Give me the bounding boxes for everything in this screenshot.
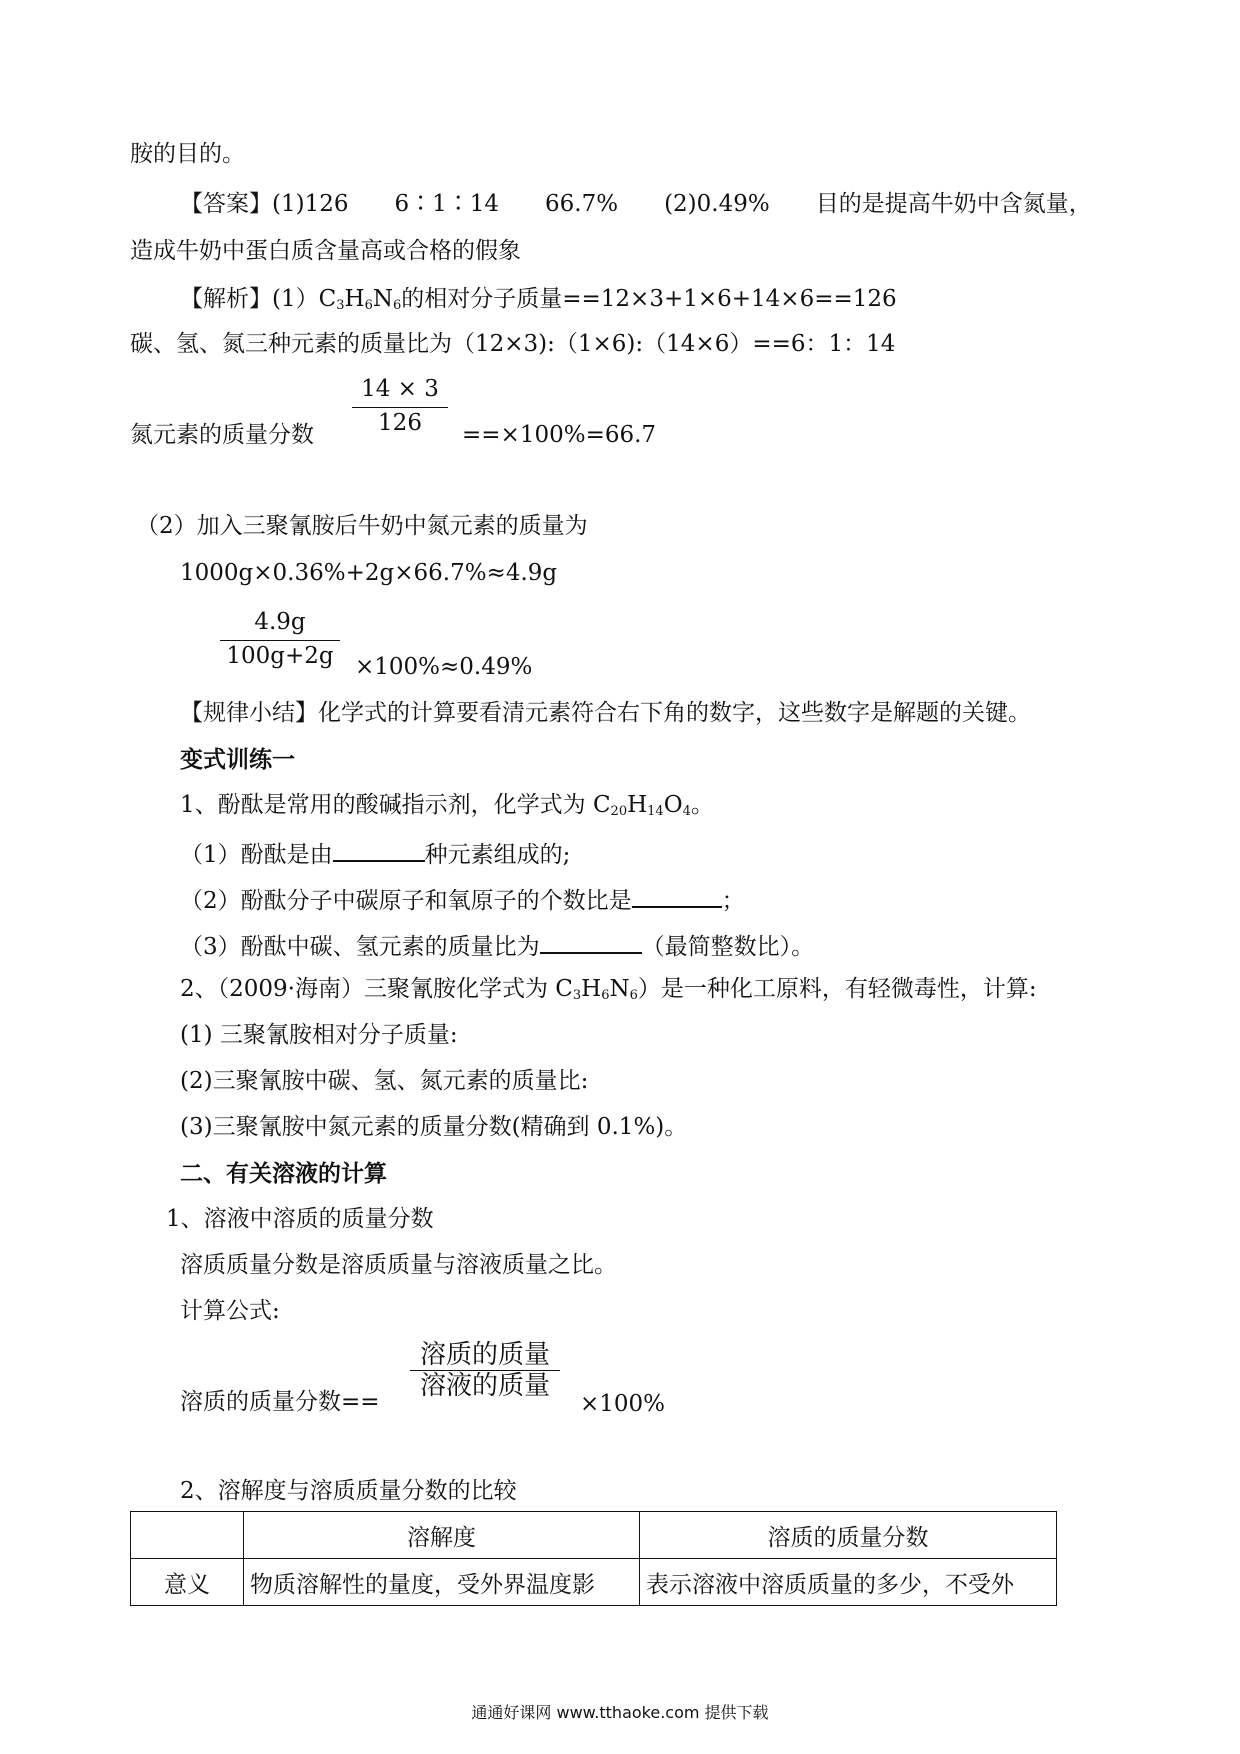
page-footer: 通通好课网 www.tthaoke.com 提供下载 bbox=[471, 1703, 769, 1722]
text-segment: H bbox=[344, 286, 365, 312]
fraction-numerator: 溶质的质量 bbox=[410, 1342, 560, 1371]
section-heading: 变式训练一 bbox=[180, 746, 295, 773]
text-line: 1、溶液中溶质的质量分数 bbox=[166, 1206, 434, 1232]
section-heading: 二、有关溶液的计算 bbox=[180, 1160, 387, 1187]
answer-blank[interactable] bbox=[632, 886, 722, 908]
fraction-denominator: 溶液的质量 bbox=[419, 1371, 550, 1401]
text-line: 计算公式: bbox=[180, 1298, 280, 1324]
text-segment: （最简整数比）。 bbox=[641, 934, 815, 960]
table-cell: 溶质的质量分数 bbox=[640, 1512, 1057, 1559]
text-segment: （3）酚酞中碳、氢元素的质量比为 bbox=[180, 934, 540, 960]
table-row bbox=[131, 1559, 1057, 1606]
text-segment: （2）酚酞分子中碳原子和氧原子的个数比是 bbox=[180, 888, 632, 914]
fraction-numerator: 14 × 3 bbox=[352, 378, 448, 408]
text-segment: 。 bbox=[690, 792, 714, 818]
text-segment: ； bbox=[721, 888, 745, 914]
fraction bbox=[352, 378, 448, 435]
text-segment: 种元素组成的; bbox=[424, 842, 571, 868]
text-segment: N bbox=[372, 286, 393, 312]
question-line bbox=[180, 978, 1037, 1002]
text-line: 溶质质量分数是溶质质量与溶液质量之比。 bbox=[180, 1252, 617, 1278]
table-cell: 溶解度 bbox=[244, 1512, 640, 1559]
text-line: 胺的目的。 bbox=[130, 141, 245, 167]
question-line: (1) 三聚氰胺相对分子质量: bbox=[180, 1022, 458, 1048]
text-line: 2、溶解度与溶质质量分数的比较 bbox=[180, 1478, 517, 1504]
text-segment: 的相对分子质量==12×3+1×6+14×6==126 bbox=[401, 286, 897, 312]
fraction bbox=[410, 1342, 560, 1399]
text-line: ==×100%=66.7 bbox=[462, 422, 657, 448]
text-line: 【规律小结】化学式的计算要看清元素符合右下角的数字，这些数字是解题的关键。 bbox=[180, 700, 1031, 726]
text-segment: 2、（2009·海南）三聚氰胺化学式为 C bbox=[180, 976, 573, 1002]
question-line: (3)三聚氰胺中氮元素的质量分数(精确到 0.1%)。 bbox=[180, 1114, 688, 1140]
text-segment: H bbox=[581, 976, 602, 1002]
question-line bbox=[180, 886, 745, 913]
subscript: 14 bbox=[647, 804, 664, 819]
fraction-denominator: 126 bbox=[378, 410, 422, 436]
table-cell bbox=[131, 1512, 244, 1559]
text-segment: 【解析】(1）C bbox=[180, 286, 337, 312]
question-line: (2)三聚氰胺中碳、氢、氮元素的质量比: bbox=[180, 1068, 589, 1094]
text-segment: ）是一种化工原料，有轻微毒性，计算: bbox=[637, 976, 1037, 1002]
table-cell: 表示溶液中溶质质量的多少，不受外 bbox=[640, 1559, 1057, 1606]
subscript: 6 bbox=[392, 298, 402, 313]
text-line: 造成牛奶中蛋白质含量高或合格的假象 bbox=[130, 238, 521, 264]
text-line: 1000g×0.36%+2g×66.7%≈4.9g bbox=[180, 560, 558, 586]
text-line: ×100%≈0.49% bbox=[355, 654, 533, 680]
subscript: 3 bbox=[572, 988, 582, 1003]
answer-blank[interactable] bbox=[333, 840, 425, 862]
question-line bbox=[180, 794, 714, 818]
subscript: 3 bbox=[336, 298, 345, 313]
table-header-row bbox=[131, 1512, 1057, 1559]
table-cell: 意义 bbox=[131, 1559, 244, 1606]
subscript: 6 bbox=[601, 988, 610, 1003]
fraction-denominator: 100g+2g bbox=[226, 643, 334, 669]
subscript: 6 bbox=[629, 988, 638, 1003]
analysis-line bbox=[180, 288, 897, 312]
text-line: ×100% bbox=[580, 1391, 666, 1417]
answer-line: 【答案】(1)126 6∶1∶14 66.7% (2)0.49% 目的是提高牛奶中含氮量， bbox=[180, 191, 1092, 217]
fraction bbox=[220, 611, 340, 668]
subscript: 20 bbox=[610, 804, 628, 819]
subscript: 4 bbox=[682, 804, 691, 819]
comparison-table bbox=[130, 1511, 1057, 1606]
text-line: （2）加入三聚氰胺后牛奶中氮元素的质量为 bbox=[136, 513, 588, 539]
fraction-numerator: 4.9g bbox=[220, 611, 340, 641]
question-line bbox=[180, 840, 570, 867]
text-line: 碳、氢、氮三种元素的质量比为（12×3):（1×6):（14×6）==6：1：14 bbox=[130, 331, 896, 357]
question-line bbox=[180, 932, 814, 959]
text-segment: 1、酚酞是常用的酸碱指示剂，化学式为 C bbox=[180, 792, 611, 818]
text-segment: O bbox=[663, 792, 683, 818]
text-line: 氮元素的质量分数 bbox=[130, 422, 314, 448]
text-line: 溶质的质量分数== bbox=[180, 1389, 380, 1415]
text-segment: （1）酚酞是由 bbox=[180, 842, 333, 868]
text-segment: H bbox=[627, 792, 648, 818]
subscript: 6 bbox=[364, 298, 373, 313]
table-cell: 物质溶解性的量度，受外界温度影 bbox=[244, 1559, 640, 1606]
text-segment: N bbox=[609, 976, 630, 1002]
answer-blank[interactable] bbox=[540, 932, 642, 954]
